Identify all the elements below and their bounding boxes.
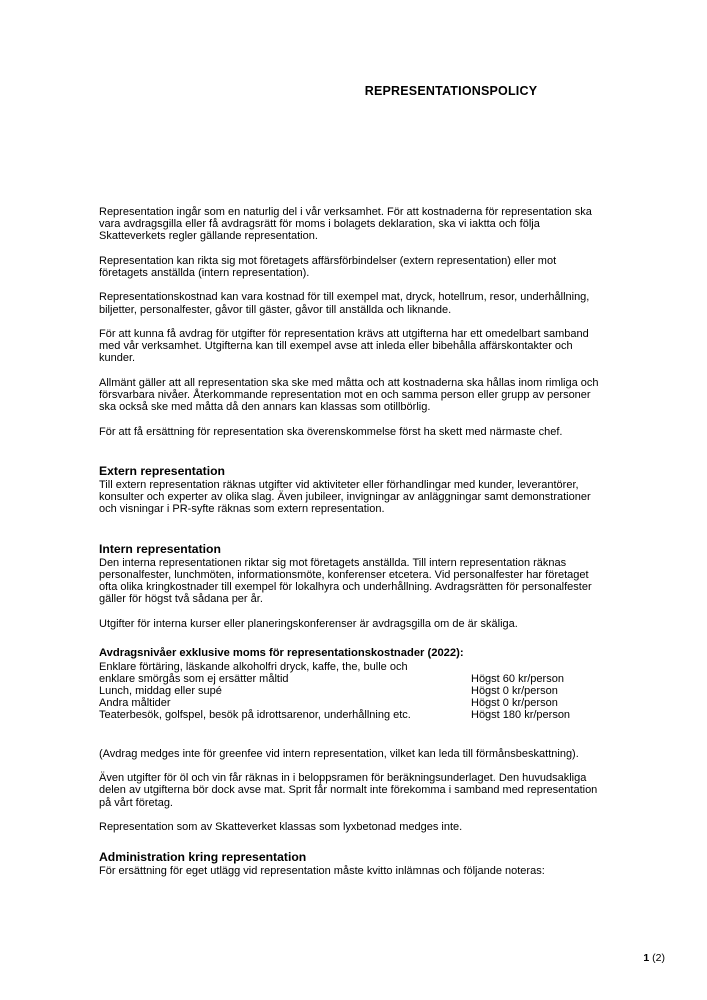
table-row (99, 685, 599, 697)
section-extern-representation (99, 464, 599, 516)
intro-paragraph-5: Allmänt gäller att all representation ska ske med måtta och att kostnaderna ska hållas inom rimliga och försvarbara nivåer. Återkommande representation mot en och samma person eller grupp av personer ska också ske med måtta då den annars kan klassas som otillbörlig. (99, 376, 599, 414)
deduction-value: Högst 60 kr/person (471, 672, 564, 685)
footer-page-number: 1 (643, 952, 650, 964)
document-body (99, 206, 599, 890)
section-deduction-levels (99, 647, 599, 721)
heading-administration: Administration kring representation (99, 850, 307, 865)
deduction-value: Högst 0 kr/person (471, 684, 558, 697)
page-title (0, 84, 707, 98)
heading-intern-representation: Intern representation (99, 541, 221, 556)
table-row (99, 709, 599, 721)
section-intern-representation (99, 542, 599, 630)
spacer-before-closing (99, 734, 599, 748)
footer-page-total: (2) (649, 952, 665, 964)
closing-paragraph-3: Representation som av Skatteverket klassas som lyxbetonad medges inte. (99, 820, 463, 833)
heading-deduction-levels: Avdragsnivåer exklusive moms för representationskostnader (2022): (99, 647, 464, 660)
deduction-label: enklare smörgås som ej ersätter måltid (99, 672, 289, 685)
table-row (99, 697, 599, 709)
deduction-label: Andra måltider (99, 697, 171, 710)
deduction-value: Högst 180 kr/person (471, 709, 571, 722)
spacer-before-intern (99, 528, 599, 542)
heading-extern-representation: Extern representation (99, 463, 225, 478)
administration-body: För ersättning för eget utlägg vid representation måste kvitto inlämnas och följande noteras: (99, 865, 545, 878)
closing-paragraph-2: Även utgifter för öl och vin får räknas in i beloppsramen för beräkningsunderlaget. Den huvudsakliga delen av utgifterna bör dock avse mat. Sprit får normalt inte förekomma i samband med representation på vårt företag. (99, 772, 598, 809)
intern-representation-body: Den interna representationen riktar sig mot företagets anställda. Till intern representation räknas personalfester, lunchmöten, informationsmöte, konferenser etcetera. Vid personalfester har företaget ofta olika kringkostnader till exempel för lokalhyra och underhållning. Avdragsrätten för personalfester gäller för högst två sådana per år. (99, 556, 592, 606)
page-footer (643, 952, 665, 965)
page-title-text: REPRESENTATIONSPOLICY (364, 84, 538, 98)
deduction-value: Högst 0 kr/person (471, 697, 558, 710)
intro-paragraph-4: För att kunna få avdrag för utgifter för representation krävs att utgifterna har ett omedelbart samband med vår verksamhet. Utgifterna kan till exempel avse att inleda eller bibehålla affärskontakter och kunder. (99, 327, 589, 365)
spacer-before-extern (99, 450, 599, 464)
intern-representation-extra: Utgifter för interna kurser eller planeringskonferenser är avdragsgilla om de är skäliga. (99, 617, 518, 630)
intro-paragraph-2: Representation kan rikta sig mot företagets affärsförbindelser (extern representation) eller mot företagets anställda (intern representation). (99, 254, 557, 279)
intro-paragraph-3: Representationskostnad kan vara kostnad för till exempel mat, dryck, hotellrum, resor, underhållning, biljetter, personalfester, gåvor till gäster, gåvor till anställda och liknande. (99, 291, 590, 316)
section-administration (99, 850, 599, 877)
deduction-levels-intro-line: Enklare förtäring, läskande alkoholfri dryck, kaffe, the, bulle och (99, 660, 408, 673)
intro-paragraph-1: Representation ingår som en naturlig del i vår verksamhet. För att kostnaderna för representation ska vara avdragsgilla eller få avdragsrätt för moms i bolagets deklaration, ska vi iaktta och följa Skatteverkets regler gällande representation. (99, 206, 592, 243)
intro-paragraph-6: För att få ersättning för representation ska överenskommelse först ha skett med närmaste chef. (99, 425, 563, 438)
extern-representation-body: Till extern representation räknas utgifter vid aktiviteter eller förhandlingar med kunder, leverantörer, konsulter och experter av olika slag. Även jubileer, invigningar av anläggningar samt demonstrationer och visningar i PR-syfte räknas som extern representation. (99, 478, 591, 516)
deduction-label: Lunch, middag eller supé (99, 684, 222, 697)
deduction-label: Teaterbesök, golfspel, besök på idrottsarenor, underhållning etc. (99, 709, 411, 722)
deduction-levels-table (99, 673, 599, 722)
closing-paragraph-1: (Avdrag medges inte för greenfee vid intern representation, vilket kan leda till förmånsbeskattning). (99, 747, 579, 760)
table-row (99, 673, 599, 685)
